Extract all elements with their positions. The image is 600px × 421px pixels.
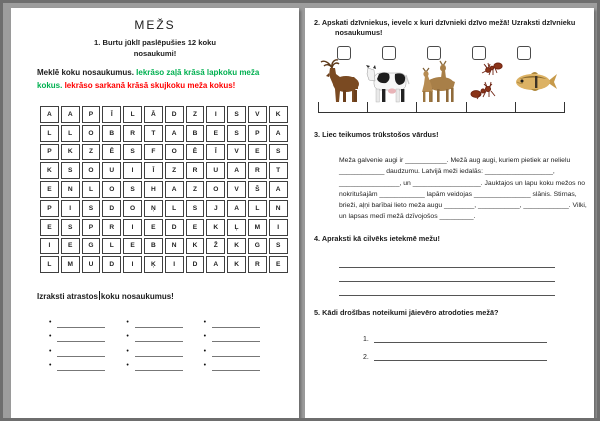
grid-cell[interactable]: Ī (102, 106, 121, 123)
grid-cell[interactable]: U (206, 162, 225, 179)
grid-cell[interactable]: E (123, 238, 142, 255)
grid-cell[interactable]: F (144, 144, 163, 161)
animal-image-deer (413, 58, 461, 105)
grid-cell[interactable]: L (61, 125, 80, 142)
exercise2-heading-line2: nosaukumus! (335, 28, 383, 37)
answer-line[interactable] (374, 351, 547, 361)
grid-cell[interactable]: N (165, 238, 184, 255)
grid-row (40, 181, 288, 198)
grid-cell[interactable]: L (40, 256, 59, 273)
numbered-answer-row (363, 325, 547, 343)
grid-cell[interactable]: K (40, 162, 59, 179)
grid-row (40, 200, 288, 217)
grid-cell[interactable]: O (123, 200, 142, 217)
exercise1-heading-line1: 1. Burtu jūklī paslēpušies 12 koku (94, 38, 216, 47)
item-number: 1. (363, 336, 369, 343)
bullet-icon: • (49, 318, 52, 326)
exercise1-heading-line2: nosaukumi! (133, 49, 177, 58)
grid-cell[interactable]: I (61, 200, 80, 217)
numbered-answer-row (363, 343, 547, 361)
answer-blank[interactable] (212, 319, 260, 328)
grid-cell[interactable]: S (123, 144, 142, 161)
exercise2-heading (314, 18, 588, 38)
grid-cell[interactable]: K (227, 238, 246, 255)
grid-cell[interactable]: O (102, 181, 121, 198)
paragraph-line[interactable]: un lapsas medī mežā dzīvojošos _________. (339, 213, 476, 221)
grid-cell[interactable]: E (269, 256, 288, 273)
worksheet-page-2 (305, 8, 594, 418)
worksheet-page-1 (11, 8, 299, 418)
answer-bullet-item (204, 328, 281, 343)
grid-row (40, 256, 288, 273)
answer-blank[interactable] (135, 348, 183, 357)
answer-blank[interactable] (212, 348, 260, 357)
animal-name-blank[interactable] (367, 102, 416, 113)
answer-blank[interactable] (57, 319, 105, 328)
grid-cell[interactable]: Ņ (144, 200, 163, 217)
grid-cell[interactable]: Z (82, 144, 101, 161)
grid-cell[interactable]: Ē (102, 144, 121, 161)
grid-cell[interactable]: A (227, 200, 246, 217)
answer-line[interactable] (339, 282, 555, 296)
bullet-icon: • (203, 333, 207, 340)
grid-cell[interactable]: L (248, 200, 267, 217)
grid-cell[interactable]: L (165, 200, 184, 217)
exercise4-answer-lines (339, 254, 555, 296)
grid-cell[interactable]: K (269, 106, 288, 123)
grid-cell[interactable]: S (82, 200, 101, 217)
grid-cell[interactable]: K (186, 238, 205, 255)
ants-icon (462, 58, 510, 105)
grid-cell[interactable]: L (123, 106, 142, 123)
grid-cell[interactable]: D (165, 106, 184, 123)
grid-row (40, 162, 288, 179)
grid-cell[interactable]: Z (186, 181, 205, 198)
grid-cell[interactable]: E (40, 219, 59, 236)
answer-bullet-item (49, 357, 129, 372)
grid-cell[interactable]: D (165, 219, 184, 236)
grid-cell[interactable]: L (40, 125, 59, 142)
answer-blank[interactable] (57, 333, 105, 342)
grid-cell[interactable]: S (269, 144, 288, 161)
answer-bullet-column (126, 313, 203, 371)
grid-cell[interactable]: U (102, 162, 121, 179)
grid-row (40, 219, 288, 236)
exercise2-heading-line1: 2. Apskati dzīvniekus, ievelc x kuri dzīvnieki dzīvo mežā! Uzraksti dzīvnieku (314, 18, 576, 27)
grid-cell[interactable]: E (186, 219, 205, 236)
grid-cell[interactable]: Ē (186, 144, 205, 161)
grid-cell[interactable]: Ļ (227, 219, 246, 236)
grid-cell[interactable]: K (227, 256, 246, 273)
answer-bullet-column (49, 313, 129, 371)
fill-blanks-paragraph (339, 155, 587, 223)
grid-cell[interactable]: V (227, 144, 246, 161)
grid-cell[interactable]: R (102, 219, 121, 236)
grid-cell[interactable]: G (248, 238, 267, 255)
grid-cell[interactable]: I (269, 219, 288, 236)
grid-cell[interactable]: M (61, 256, 80, 273)
grid-row (40, 238, 288, 255)
answer-line[interactable] (374, 333, 547, 343)
answer-blank[interactable] (135, 362, 183, 371)
grid-cell[interactable]: P (82, 106, 101, 123)
grid-cell[interactable]: R (248, 162, 267, 179)
answer-blank[interactable] (135, 333, 183, 342)
grid-cell[interactable]: G (82, 238, 101, 255)
grid-cell[interactable]: Z (186, 106, 205, 123)
grid-cell[interactable]: Ž (206, 238, 225, 255)
answer-line[interactable] (339, 254, 555, 268)
grid-cell[interactable]: R (123, 125, 142, 142)
answer-bullet-item (49, 313, 129, 328)
grid-cell[interactable]: Ā (144, 106, 163, 123)
answer-bullet-item (49, 342, 129, 357)
grid-cell[interactable]: E (40, 181, 59, 198)
grid-cell[interactable]: P (248, 125, 267, 142)
grid-cell[interactable]: S (61, 162, 80, 179)
grid-cell[interactable]: P (40, 200, 59, 217)
exercise1-heading (11, 37, 299, 59)
bullet-icon: • (126, 347, 129, 355)
exercise3-heading: 3. Liec teikumos trūkstošos vārdus! (314, 130, 439, 139)
answer-bullet-item (204, 357, 281, 372)
answer-bullet-item (49, 328, 129, 343)
answer-blank[interactable] (212, 333, 260, 342)
answer-bullet-item (126, 313, 203, 328)
grid-cell[interactable]: Ķ (144, 256, 163, 273)
exercise4-heading: 4. Apraksti kā cilvēks ietekmē mežu! (314, 234, 440, 243)
grid-cell[interactable]: Ī (206, 144, 225, 161)
instruction-black-text: Meklē koku nosaukumus. (37, 68, 137, 77)
grid-cell[interactable]: S (123, 181, 142, 198)
answer-blank[interactable] (212, 362, 260, 371)
grid-cell[interactable]: A (269, 181, 288, 198)
grid-cell[interactable]: I (165, 256, 184, 273)
animal-name-blank[interactable] (318, 102, 367, 113)
bullet-icon: • (126, 362, 129, 369)
grid-cell[interactable]: D (102, 256, 121, 273)
grid-cell[interactable]: S (227, 125, 246, 142)
grid-cell[interactable]: N (61, 181, 80, 198)
instruction-green-text: Iekrāso zaļā krāsā lapkoku meža kokus. (37, 68, 260, 90)
answer-bullets (49, 313, 281, 371)
grid-cell[interactable]: V (248, 106, 267, 123)
paragraph-line[interactable]: nokritušajām ____________ lapām veidojas _______________ slānis. Stirnas, (339, 190, 577, 198)
animal-image-fish (511, 58, 559, 105)
bullet-icon: • (203, 347, 207, 355)
bullet-icon: • (49, 362, 52, 369)
grid-cell[interactable]: M (248, 219, 267, 236)
grid-cell[interactable]: B (144, 238, 163, 255)
answer-bullet-item (126, 342, 203, 357)
grid-cell[interactable]: N (269, 200, 288, 217)
animal-name-blank[interactable] (466, 102, 515, 113)
grid-cell[interactable]: A (227, 162, 246, 179)
answer-blank[interactable] (135, 319, 183, 328)
bullet-icon: • (126, 318, 129, 326)
grid-cell[interactable]: A (165, 125, 184, 142)
answer-line[interactable] (339, 268, 555, 282)
grid-cell[interactable]: R (248, 256, 267, 273)
grid-cell[interactable]: E (206, 125, 225, 142)
grid-cell[interactable]: T (144, 125, 163, 142)
grid-row (40, 144, 288, 161)
paragraph-line[interactable]: brieži, aļņi barībai lieto meža augu ________, ___________, ____________. Vilki, (339, 202, 587, 210)
animal-image-cow (365, 58, 413, 105)
grid-cell[interactable]: I (40, 238, 59, 255)
answer-bullet-item (126, 328, 203, 343)
grid-cell[interactable]: S (186, 200, 205, 217)
grid-cell[interactable]: I (123, 256, 142, 273)
grid-cell[interactable]: S (61, 219, 80, 236)
grid-cell[interactable]: S (227, 106, 246, 123)
exercise5-answer-rows (363, 325, 547, 361)
bullet-icon: • (49, 333, 52, 340)
answer-bullet-item (204, 313, 281, 328)
answer-list-heading (37, 291, 174, 301)
grid-cell[interactable]: B (102, 125, 121, 142)
answer-list-heading-part2: koku nosaukumus! (100, 292, 174, 301)
grid-cell[interactable]: L (102, 238, 121, 255)
grid-cell[interactable]: Š (248, 181, 267, 198)
grid-cell[interactable]: O (206, 181, 225, 198)
animal-image-ants (462, 58, 510, 105)
fish-icon (511, 58, 559, 105)
paragraph-line[interactable]: ____________ daudzumu. Latvijā meži iedalās: __________________, (339, 168, 555, 176)
instruction-red-text: Iekrāso sarkanā krāsā skujkoku meža kokus! (64, 81, 236, 90)
grid-cell[interactable]: E (144, 219, 163, 236)
animal-name-blank[interactable] (515, 102, 564, 113)
grid-cell[interactable]: R (186, 162, 205, 179)
grid-cell[interactable]: A (61, 106, 80, 123)
grid-cell[interactable]: I (206, 106, 225, 123)
answer-list-heading-part1: Izraksti atrastos (37, 292, 98, 301)
grid-cell[interactable]: A (206, 256, 225, 273)
grid-cell[interactable]: P (82, 219, 101, 236)
text-cursor (99, 291, 100, 300)
paragraph-line[interactable]: Meža galvenie augi ir ___________. Mežā aug augi, kuriem pietiek ar nelielu (339, 157, 571, 164)
grid-cell[interactable]: O (82, 125, 101, 142)
grid-cell[interactable]: T (269, 162, 288, 179)
paragraph-line[interactable]: ________________, un __________________. Jauktajos un lapu koku mežos no (339, 179, 586, 187)
grid-cell[interactable]: P (40, 144, 59, 161)
grid-cell[interactable]: S (269, 238, 288, 255)
grid-cell[interactable]: A (165, 181, 184, 198)
answer-bullet-item (204, 342, 281, 357)
grid-cell[interactable]: E (61, 238, 80, 255)
grid-cell[interactable]: B (186, 125, 205, 142)
bullet-icon: • (49, 347, 52, 355)
bullet-icon: • (126, 333, 129, 340)
answer-bullet-item (126, 357, 203, 372)
grid-cell[interactable]: K (61, 144, 80, 161)
grid-cell[interactable]: J (206, 200, 225, 217)
grid-cell[interactable]: L (82, 181, 101, 198)
deer-icon (413, 58, 461, 105)
name-line (318, 102, 565, 113)
cow-icon (365, 58, 413, 105)
word-search-grid (38, 104, 290, 275)
grid-cell[interactable]: D (186, 256, 205, 273)
answer-blank[interactable] (57, 348, 105, 357)
bullet-icon: • (203, 318, 207, 326)
animal-image-moose (318, 58, 366, 105)
animal-name-blank[interactable] (416, 102, 465, 113)
grid-cell[interactable]: Ī (144, 162, 163, 179)
grid-cell[interactable]: A (269, 125, 288, 142)
grid-cell[interactable]: H (144, 181, 163, 198)
grid-cell[interactable]: I (123, 162, 142, 179)
page-title: MEŽS (134, 18, 176, 32)
grid-row (40, 106, 288, 123)
grid-cell[interactable]: O (165, 144, 184, 161)
answer-blank[interactable] (57, 362, 105, 371)
exercise5-heading: 5. Kādi drošības noteikumi jāievēro atrodoties mežā? (314, 308, 499, 317)
grid-cell[interactable]: I (123, 219, 142, 236)
grid-cell[interactable]: V (227, 181, 246, 198)
grid-cell[interactable]: A (40, 106, 59, 123)
exercise1-instruction (37, 66, 279, 92)
answer-bullet-column (204, 313, 281, 371)
item-number: 2. (363, 354, 369, 361)
grid-cell[interactable]: U (82, 256, 101, 273)
grid-cell[interactable]: Z (165, 162, 184, 179)
moose-icon (318, 58, 366, 105)
grid-cell[interactable]: E (248, 144, 267, 161)
grid-cell[interactable]: K (206, 219, 225, 236)
bullet-icon: • (203, 362, 207, 369)
grid-row (40, 125, 288, 142)
grid-cell[interactable]: D (102, 200, 121, 217)
grid-cell[interactable]: O (82, 162, 101, 179)
